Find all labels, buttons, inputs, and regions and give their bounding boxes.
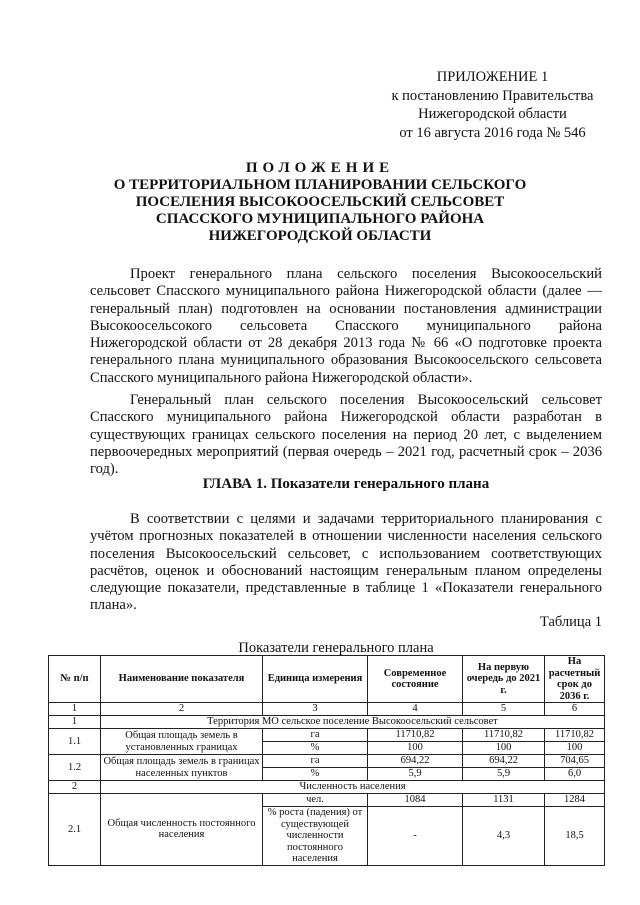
table-header-row bbox=[49, 656, 605, 703]
value-first: 5,9 bbox=[463, 768, 545, 781]
col-number: 6 bbox=[545, 703, 605, 716]
header-first: На первую очередь до 2021 г. bbox=[463, 656, 545, 703]
row-num: 1.2 bbox=[49, 755, 101, 781]
title-line-5: НИЖЕГОРОДСКОЙ ОБЛАСТИ bbox=[208, 228, 432, 244]
row-name: Общая численность постоянного населения bbox=[101, 794, 263, 866]
value-current: 5,9 bbox=[368, 768, 463, 781]
value-final: 6,0 bbox=[545, 768, 605, 781]
chapter-heading: ГЛАВА 1. Показатели генерального плана bbox=[202, 476, 490, 492]
row-num: 2.1 bbox=[49, 794, 101, 866]
table-row bbox=[49, 755, 605, 768]
row-name: Общая площадь земель в установленных границах bbox=[101, 729, 263, 755]
appendix-title: ПРИЛОЖЕНИЕ 1 bbox=[436, 69, 549, 85]
paragraph-3-block bbox=[90, 511, 602, 615]
col-number: 1 bbox=[49, 703, 101, 716]
value-current: - bbox=[368, 807, 463, 866]
title-line-3: ПОСЕЛЕНИЯ ВЫСОКООСЕЛЬСКИЙ СЕЛЬСОВЕТ bbox=[135, 194, 505, 210]
value-final: 704,65 bbox=[545, 755, 605, 768]
unit-cell: чел. bbox=[263, 794, 368, 807]
unit-cell: га bbox=[263, 729, 368, 742]
section-num: 1 bbox=[49, 716, 101, 729]
value-current: 694,22 bbox=[368, 755, 463, 768]
header-final: На расчетный срок до 2036 г. bbox=[545, 656, 605, 703]
col-number: 5 bbox=[463, 703, 545, 716]
column-number-row bbox=[49, 703, 605, 716]
col-number: 4 bbox=[368, 703, 463, 716]
paragraph-2-block bbox=[90, 392, 602, 478]
header-current: Современное состояние bbox=[368, 656, 463, 703]
header-name: Наименование показателя bbox=[101, 656, 263, 703]
header-num: № п/п bbox=[49, 656, 101, 703]
value-first: 100 bbox=[463, 742, 545, 755]
value-final: 1284 bbox=[545, 794, 605, 807]
appendix-line-4: от 16 августа 2016 года № 546 bbox=[399, 124, 586, 141]
paragraph-1: Проект генерального плана сельского поселения Высокоосельский сельсовет Спасского муниципального района Нижегородской области (далее — генеральный план) подготовлен на основании постановления администрации Высокоосельсокого сельсовета Спасского муниципального района Нижегородской области от 28 декабря 2013 года № 66 «О подготовке проекта генерального плана муниципального образования Высокоосельского сельсовета Спасского муниципального района Нижегородской области». bbox=[90, 266, 602, 386]
unit-cell: га bbox=[263, 755, 368, 768]
value-first: 694,22 bbox=[463, 755, 545, 768]
value-first: 11710,82 bbox=[463, 729, 545, 742]
table-row bbox=[49, 794, 605, 807]
value-current: 1084 bbox=[368, 794, 463, 807]
appendix-line-2: к постановлению Правительства bbox=[391, 87, 594, 104]
value-final: 18,5 bbox=[545, 807, 605, 866]
section-row bbox=[49, 716, 605, 729]
appendix-line-3: Нижегородской области bbox=[418, 106, 567, 122]
value-final: 11710,82 bbox=[545, 729, 605, 742]
col-number: 3 bbox=[263, 703, 368, 716]
table-number: Таблица 1 bbox=[539, 614, 602, 630]
value-final: 100 bbox=[545, 742, 605, 755]
title-word: ПОЛОЖЕНИЕ bbox=[245, 160, 395, 176]
value-first: 1131 bbox=[463, 794, 545, 807]
paragraph-2: Генеральный план сельского поселения Высокоосельский сельсовет Спасского муниципального района Нижегородской области разработан в существующих границах сельского поселения на период 20 лет, с выделением первоочередных мероприятий (первая очередь – 2021 год, расчетный срок – 2036 год). bbox=[90, 392, 602, 478]
unit-cell: % bbox=[263, 768, 368, 781]
unit-cell: % bbox=[263, 742, 368, 755]
title-line-2: О ТЕРРИТОРИАЛЬНОМ ПЛАНИРОВАНИИ СЕЛЬСКОГО bbox=[113, 177, 527, 193]
col-number: 2 bbox=[101, 703, 263, 716]
indicators-table bbox=[48, 655, 605, 866]
section-title: Численность населения bbox=[101, 781, 605, 794]
unit-cell: % роста (падения) от существующей численности постоянного населения bbox=[263, 807, 368, 866]
table-row bbox=[49, 729, 605, 742]
appendix-header bbox=[380, 68, 605, 142]
value-current: 11710,82 bbox=[368, 729, 463, 742]
section-row bbox=[49, 781, 605, 794]
table-title: Показатели генерального плана bbox=[238, 640, 434, 656]
paragraph-1-block bbox=[90, 266, 602, 387]
row-name: Общая площадь земель в границах населенных пунктов bbox=[101, 755, 263, 781]
section-title: Территория МО сельское поселение Высокоосельский сельсовет bbox=[101, 716, 605, 729]
row-num: 1.1 bbox=[49, 729, 101, 755]
value-first: 4,3 bbox=[463, 807, 545, 866]
section-num: 2 bbox=[49, 781, 101, 794]
header-unit: Единица измерения bbox=[263, 656, 368, 703]
title-line-4: СПАССКОГО МУНИЦИПАЛЬНОГО РАЙОНА bbox=[155, 211, 485, 227]
value-current: 100 bbox=[368, 742, 463, 755]
paragraph-3: В соответствии с целями и задачами территориального планирования с учётом прогнозных показателей в отношении численности населения сельского поселения Высокоосельский сельсовет, с использованием соответствующих расчётов, оценок и обоснований настоящим генеральным планом определены следующие показатели, представленные в таблице 1 «Показатели генерального плана». bbox=[90, 511, 602, 614]
document-title bbox=[80, 160, 560, 245]
